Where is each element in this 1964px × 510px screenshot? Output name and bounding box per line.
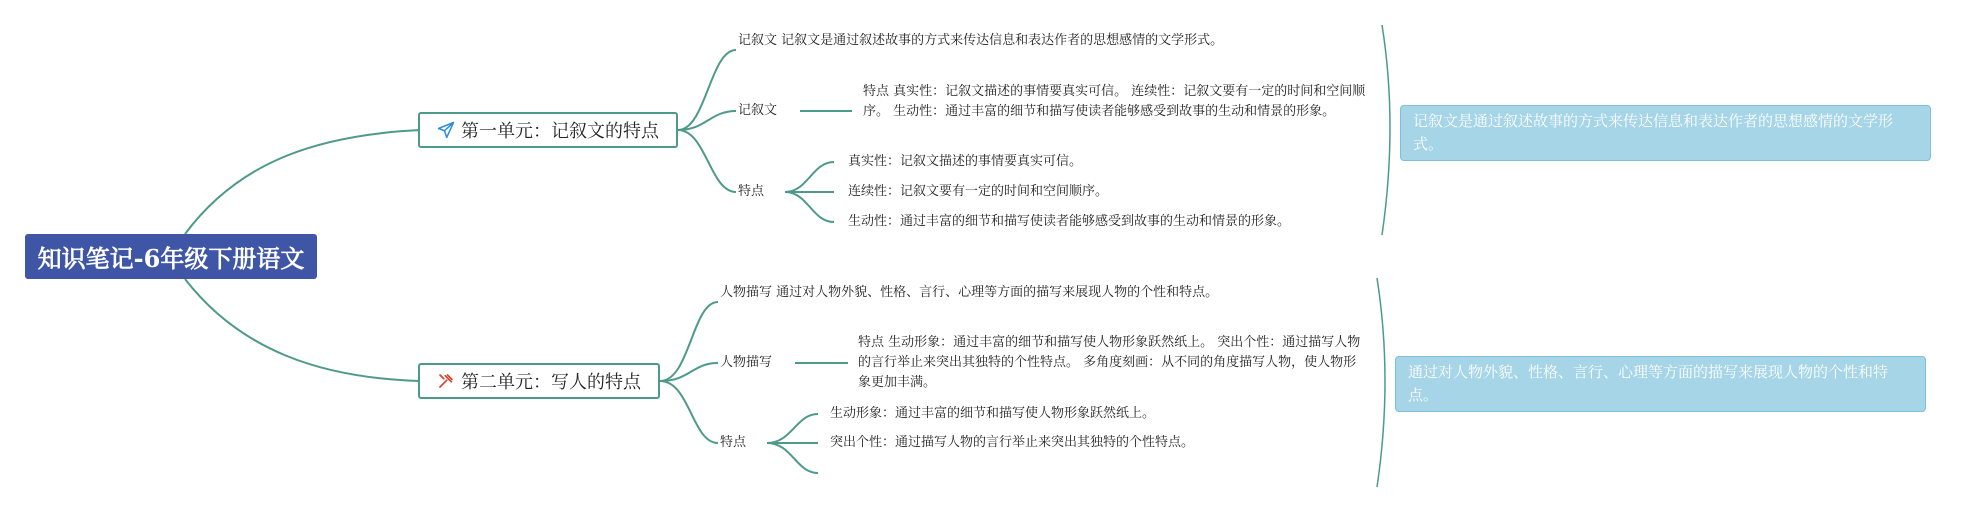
unit-1-item-2[interactable] [738, 101, 777, 121]
connector-root-unit1 [185, 130, 420, 234]
unit-2-node[interactable] [418, 363, 660, 399]
summary-bracket-2 [1377, 278, 1385, 487]
unit-1-item-2-detail[interactable] [863, 82, 1373, 122]
unit-2-item-2[interactable] [720, 353, 772, 373]
unit-2-child-1[interactable]: 生动形象：通过丰富的细节和描写使人物形象跃然纸上。 [830, 406, 1156, 421]
item-text: 记叙文是通过叙述故事的方式来传达信息和表达作者的思想感情的文学形式。 [781, 33, 1224, 48]
summary-bracket-1 [1382, 25, 1390, 235]
item-label: 特点 [738, 184, 765, 199]
unit-2-child-2[interactable]: 突出个性：通过描写人物的言行举止来突出其独特的个性特点。 [830, 435, 1195, 450]
unit-1-title: 第一单元：记叙文的特点 [461, 121, 659, 142]
unit-2-item-3[interactable] [720, 433, 746, 453]
connector-root-unit2 [185, 279, 420, 381]
unit-1-child-1[interactable]: 真实性：记叙文描述的事情要真实可信。 [848, 154, 1083, 169]
connector-unit2-child3 [767, 443, 818, 473]
detail-label: 特点 [863, 84, 890, 99]
item-label: 特点 [720, 435, 747, 450]
unit-2-item-1[interactable] [720, 283, 1225, 303]
unit-1-item-1[interactable] [738, 31, 1238, 51]
root-title: 知识笔记-6年级下册语文 [37, 244, 305, 273]
connector-unit2-item1 [660, 302, 718, 381]
unit-1-child-3[interactable]: 生动性：通过丰富的细节和描写使读者能够感受到故事的生动和情景的形象。 [848, 214, 1291, 229]
connector-unit1-item1 [678, 50, 736, 130]
unit-1-node[interactable] [418, 112, 678, 148]
connector-unit2-child1 [767, 414, 818, 443]
connector-unit1-item3 [678, 130, 736, 192]
connector-unit1-child3 [785, 192, 834, 222]
item-label: 记叙文 [738, 103, 778, 118]
paper-plane-icon [437, 121, 455, 139]
unit-1-item-3[interactable] [738, 182, 764, 202]
item-label: 记叙文 [738, 33, 778, 48]
unit-2-summary[interactable]: 通过对人物外貌、性格、言行、心理等方面的描写来展现人物的个性和特点。 [1395, 356, 1926, 412]
item-label: 人物描写 [720, 355, 773, 370]
detail-text: 生动形象：通过丰富的细节和描写使人物形象跃然纸上。 突出个性：通过描写人物的言行举止来突出其独特的个性特点。 多角度刻画：从不同的角度描写人物，使人物形象更加丰满。 [858, 335, 1361, 390]
tools-icon [437, 372, 455, 390]
detail-text: 真实性：记叙文描述的事情要真实可信。 连续性：记叙文要有一定的时间和空间顺序。 生动性：通过丰富的细节和描写使读者能够感受到故事的生动和情景的形象。 [863, 84, 1366, 119]
unit-1-child-2[interactable]: 连续性：记叙文要有一定的时间和空间顺序。 [848, 184, 1109, 199]
item-text: 通过对人物外貌、性格、言行、心理等方面的描写来展现人物的个性和特点。 [776, 285, 1219, 300]
root-node[interactable] [25, 234, 317, 279]
unit-1-summary[interactable]: 记叙文是通过叙述故事的方式来传达信息和表达作者的思想感情的文学形式。 [1400, 105, 1931, 161]
item-label: 人物描写 [720, 285, 773, 300]
unit-2-title: 第二单元：写人的特点 [461, 372, 641, 393]
connector-unit1-child1 [785, 162, 834, 192]
unit-2-item-2-detail[interactable] [858, 333, 1368, 393]
detail-label: 特点 [858, 335, 885, 350]
connector-unit2-item3 [660, 381, 718, 443]
